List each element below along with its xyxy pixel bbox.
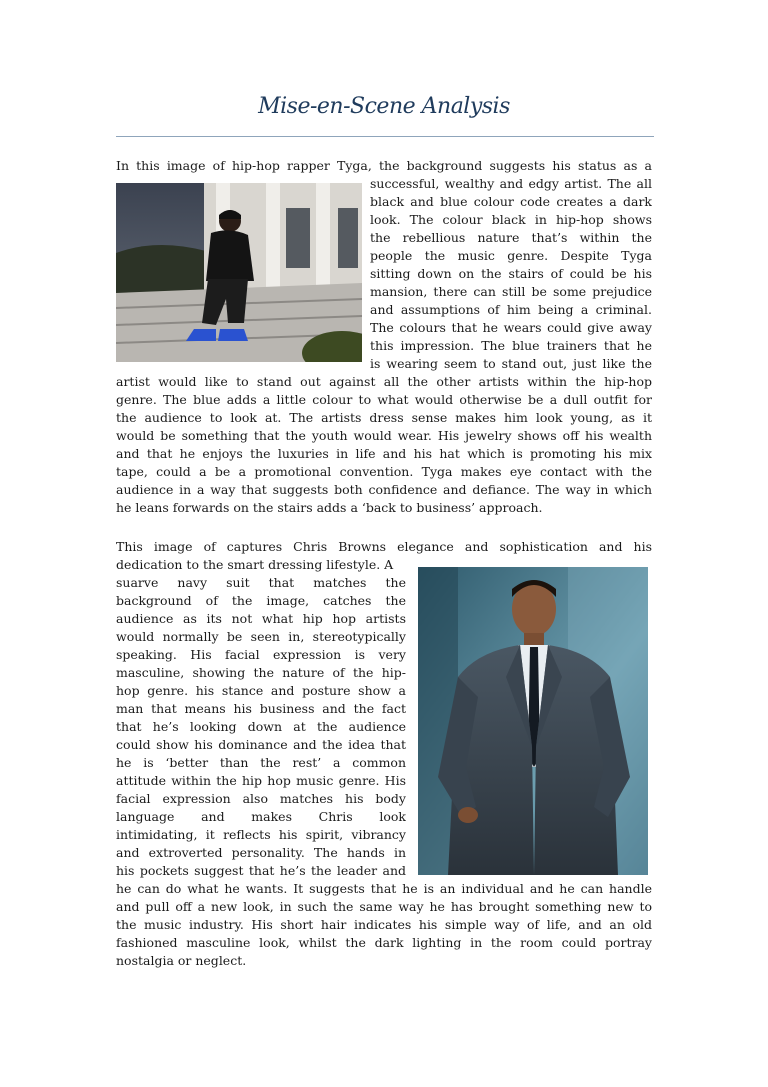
paragraph2-line: would normally be seen in, stereotypically [116, 629, 406, 644]
paragraph2-line: dedication to the smart dressing lifestyle. A [116, 557, 394, 572]
paragraph2-line: his pockets suggest that he’s the leader and [116, 863, 406, 878]
paragraph1-line: successful, wealthy and edgy artist. The all [370, 176, 652, 191]
chris-brown-photo [418, 567, 648, 875]
paragraph1-line: look. The colour black in hip-hop shows [370, 212, 652, 227]
paragraph2-line: language and makes Chris look [116, 809, 406, 824]
paragraph2-line: the music industry. His short hair indicates his simple way of life, and an old [116, 917, 652, 932]
paragraph2-line: suarve navy suit that matches the [116, 575, 406, 590]
page-title: Mise-en-Scene Analysis [258, 94, 510, 119]
paragraph1-line: is wearing seem to stand out, just like the [370, 356, 652, 371]
paragraph2-line: and pull off a new look, in such the same way he has brought something new to [116, 899, 652, 914]
paragraph2-line: could show his dominance and the idea that [116, 737, 406, 752]
paragraph1-line: he leans forwards on the stairs adds a ‘back to business’ approach. [116, 500, 543, 515]
paragraph1-line: tape, could a be a promotional convention. Tyga makes eye contact with the [116, 464, 652, 479]
paragraph1-line: the audience to look at. The artists dress sense makes him look young, as it [116, 410, 652, 425]
tyga-photo [116, 183, 362, 362]
paragraph2-line: nostalgia or neglect. [116, 953, 247, 968]
paragraph2-line: hop genre. his stance and posture show a [116, 683, 406, 698]
paragraph1-line: this impression. The blue trainers that he [370, 338, 652, 353]
paragraph2-line: and extroverted personality. The hands in [116, 845, 406, 860]
paragraph2-line: This image of captures Chris Browns elegance and sophistication and his [116, 539, 652, 554]
paragraph1-line: and assumptions of him being a criminal. [370, 302, 652, 317]
paragraph2-line: man that means his business and the fact [116, 701, 406, 716]
paragraph1-line: genre. The blue adds a little colour to what would otherwise be a dull outfit for [116, 392, 652, 407]
paragraph1-line: and that he enjoys the luxuries in life and his hat which is promoting his mix [116, 446, 652, 461]
paragraph2-line: audience as its not what hip hop artists [116, 611, 406, 626]
paragraph1-line: artist would like to stand out against all the other artists within the hip-hop [116, 374, 652, 389]
paragraph1-line: In this image of hip-hop rapper Tyga, the background suggests his status as a [116, 158, 652, 173]
paragraph2-line: that he’s looking down at the audience [116, 719, 406, 734]
paragraph1-line: the rebellious nature that’s within the [370, 230, 652, 245]
paragraph2-line: fashioned masculine look, whilst the dark lighting in the room could portray [116, 935, 652, 950]
paragraph2-line: attitude within the hip hop music genre. His [116, 773, 406, 788]
paragraph1-line: The colours that he wears could give away [370, 320, 652, 335]
paragraph1-line: mansion, there can still be some prejudice [370, 284, 652, 299]
paragraph1-line: would be something that the youth would wear. His jewelry shows off his wealth [116, 428, 652, 443]
paragraph2-line: background of the image, catches the [116, 593, 406, 608]
paragraph2-line: facial expression also matches his body [116, 791, 406, 806]
paragraph1-line: sitting down on the stairs of could be his [370, 266, 652, 281]
paragraph2-line: intimidating, it reflects his spirit, vibrancy [116, 827, 406, 842]
paragraph2-line: masculine, showing the nature of the hip- [116, 665, 406, 680]
paragraph1-line: audience in a way that suggests both confidence and defiance. The way in which [116, 482, 652, 497]
paragraph2-line: speaking. His facial expression is very [116, 647, 406, 662]
paragraph1-line: people the music genre. Despite Tyga [370, 248, 652, 263]
paragraph2-line: he is ‘better than the rest’ a common [116, 755, 406, 770]
paragraph1-line: black and blue colour code creates a dark [370, 194, 652, 209]
title-underline [116, 136, 654, 137]
paragraph2-line: he can do what he wants. It suggests that he is an individual and he can handle [116, 881, 652, 896]
